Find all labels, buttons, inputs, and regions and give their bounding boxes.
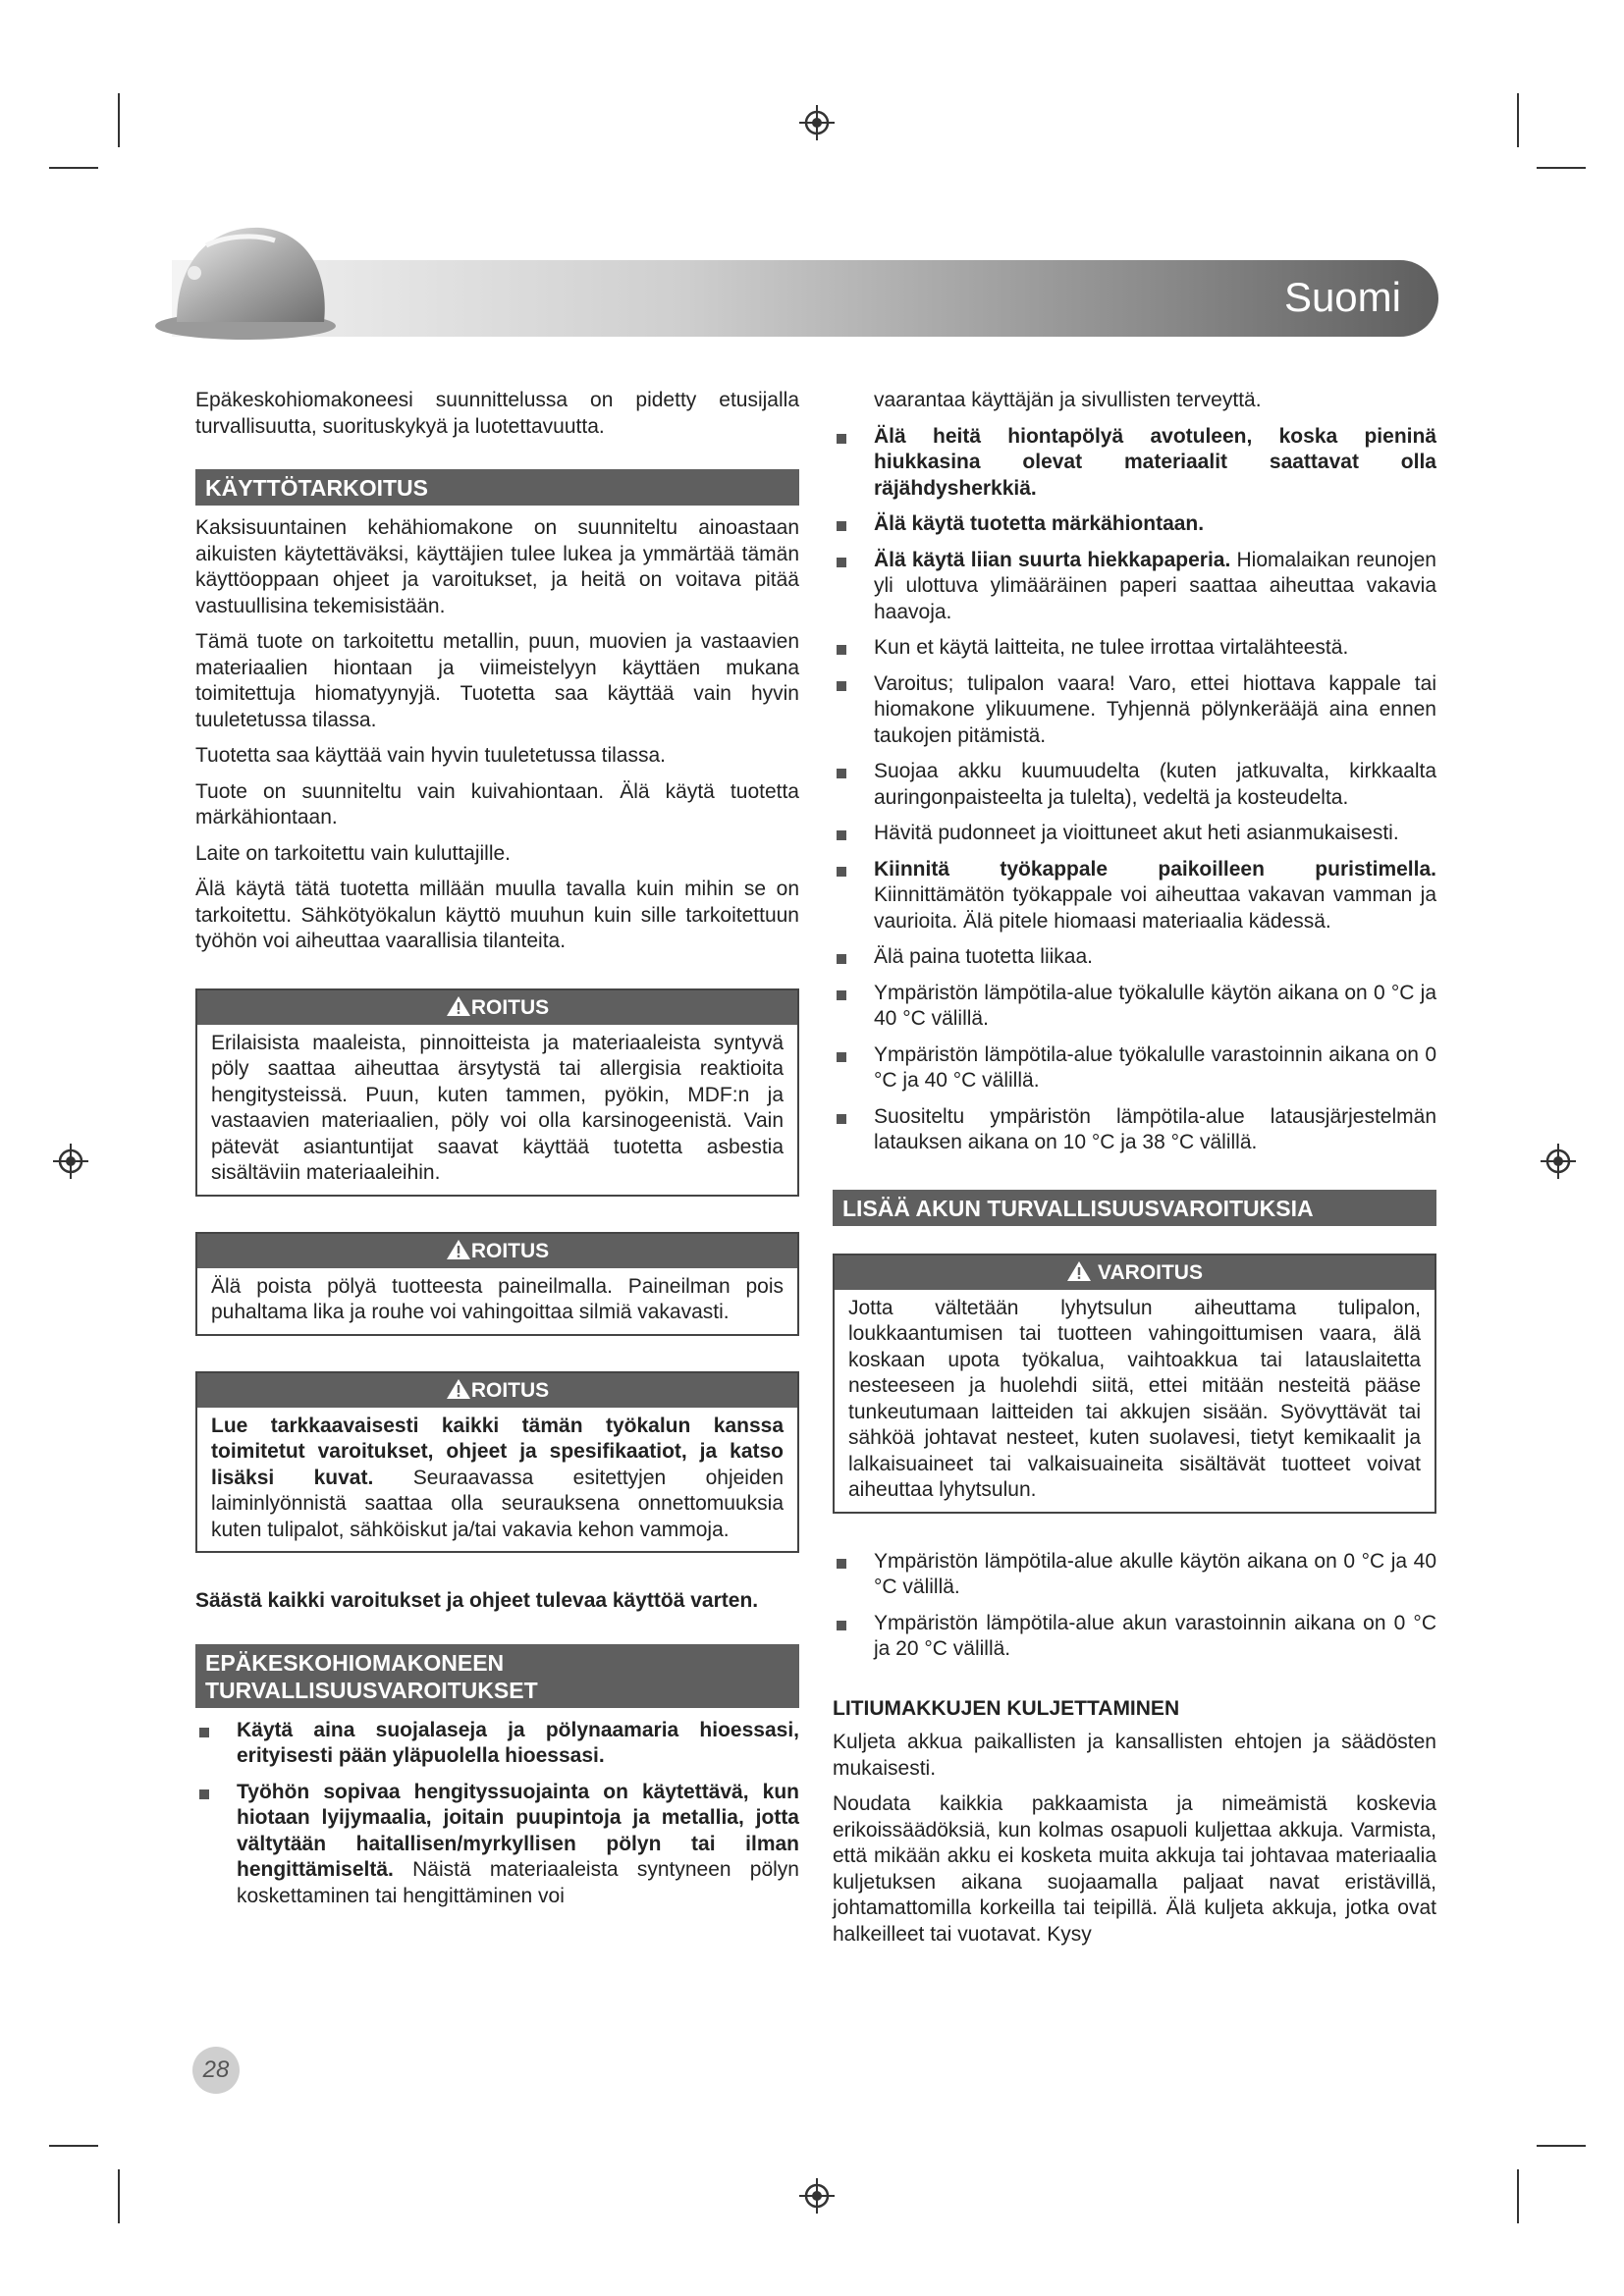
crop-mark — [49, 167, 98, 169]
helmet-icon — [147, 216, 344, 344]
list-item-bold: Älä käytä tuotetta märkähiontaan. — [874, 512, 1205, 535]
paragraph: Älä käytä tätä tuotetta millään muulla tavalla kuin mihin se on tarkoitettu. Sähkötyökalun käyttö muuhun kuin sille tarkoitettuun työhön voi aiheuttaa vaarallisia tilanteita. — [195, 878, 799, 952]
paragraph: Kaksisuuntainen kehähiomakone on suunniteltu ainoastaan aikuisten käytettäväksi, käyttäjien tulee lukea ja ymmärtää tämän käyttöoppaan ohjeet ja varoitukset, ja heitä on voitava pitää vastuullisina tekemisistään. — [195, 516, 799, 617]
bullet-icon — [837, 954, 846, 964]
warning-triangle-icon — [1066, 1260, 1092, 1282]
bullet-icon — [199, 1728, 209, 1737]
continued-paragraph: vaarantaa käyttäjän ja sivullisten terveyttä. — [874, 389, 1262, 411]
list-item — [195, 1718, 799, 1770]
list-item — [833, 1042, 1436, 1095]
list-item — [833, 671, 1436, 750]
bullet-icon — [837, 434, 846, 444]
safety-list — [833, 424, 1436, 1156]
bullet-icon — [837, 1559, 846, 1569]
list-item — [833, 821, 1436, 847]
warning-box — [833, 1254, 1436, 1514]
warning-text — [211, 1414, 784, 1544]
bullet-icon — [837, 1621, 846, 1630]
warning-text-rest: Seuraavassa esitettyjen ohjeiden laiminlyönnistä saattaa olla seurauksena onnettomuuksia kuten tulipalot, sähköiskut ja/tai vakavia kehon vammoja. — [211, 1466, 785, 1541]
right-column — [833, 388, 1436, 1957]
warning-header — [835, 1255, 1435, 1290]
crop-mark — [118, 93, 120, 147]
list-item — [833, 759, 1436, 811]
warning-title: ROITUS — [470, 1378, 550, 1402]
paragraph: Tämä tuote on tarkoitettu metallin, puun, muovien ja vastaavien materiaalien hiontaan ja viimeistelyyn käyttäen mukana toimitettuja hiomatyynyjä. Tuotetta saa käyttää vain hyvin tuuletetussa tilassa. — [195, 630, 799, 731]
list-item-text: Ympäristön lämpötila-alue työkalulle varastoinnin aikana on 0 °C ja 40 °C välillä. — [874, 1042, 1436, 1092]
section-heading-safety-warnings: EPÄKESKOHIOMAKONEEN TURVALLISUUSVAROITUKSET — [195, 1644, 799, 1708]
warning-title: VAROITUS — [1098, 1260, 1203, 1284]
warning-header — [197, 1373, 797, 1408]
registration-mark-icon — [51, 1142, 90, 1181]
crop-mark — [49, 2145, 98, 2147]
warning-triangle-icon — [446, 995, 471, 1017]
warning-box — [195, 988, 799, 1197]
list-item-text: Varoitus; tulipalon vaara! Varo, ettei hiottava kappale tai hiomakone ylikuumene. Tyhjennä pölynkerääjä aina ennen taukojen pitämistä. — [874, 671, 1436, 747]
warning-title: ROITUS — [470, 995, 550, 1019]
warning-text: Älä poista pölyä tuotteesta paineilmalla. Paineilman pois puhaltama lika ja rouhe voi vahingoittaa silmiä vakavasti. — [211, 1274, 784, 1323]
list-item — [833, 511, 1436, 538]
list-item — [195, 1780, 799, 1910]
list-item-text: Näistä materiaaleista syntyneen pölyn koskettaminen tai hengittäminen voi — [237, 1858, 799, 1907]
bullet-icon — [837, 1114, 846, 1124]
crop-mark — [1517, 2169, 1519, 2223]
bullet-icon — [837, 645, 846, 655]
page-number: 28 — [192, 2047, 240, 2094]
registration-mark-icon — [1539, 1142, 1578, 1181]
safety-list — [195, 1718, 799, 1910]
header-band — [172, 260, 1438, 337]
list-item-bold: Kiinnitä työkappale paikoilleen puristimella. — [874, 857, 1436, 881]
list-item-bold: Työhön sopivaa hengityssuojainta on käytettävä, kun hiotaan lyijymaalia, joitain puupintoja ja metallia, jotta vältytään haitallisen/myrkyllisen pölyn tai ilman hengittämiseltä. — [237, 1780, 799, 1881]
list-item — [833, 424, 1436, 503]
save-instructions-note: Säästä kaikki varoitukset ja ohjeet tulevaa käyttöä varten. — [195, 1589, 759, 1612]
list-item — [833, 548, 1436, 626]
crop-mark — [1537, 167, 1586, 169]
bullet-icon — [837, 867, 846, 877]
bullet-icon — [837, 990, 846, 1000]
list-item-bold: Älä heitä hiontapölyä avotuleen, koska pieninä hiukkasina olevat materiaalit saattavat olla räjähdysherkkiä. — [874, 424, 1436, 500]
warning-triangle-icon — [446, 1378, 471, 1400]
subheading-transport: LITIUMAKKUJEN KULJETTAMINEN — [833, 1696, 1180, 1720]
list-item-text: Suojaa akku kuumuudelta (kuten jatkuvalta, kirkkaalta auringonpaisteelta ja tulelta), vedeltä ja kosteudelta. — [874, 760, 1436, 809]
bullet-icon — [837, 521, 846, 531]
intro-paragraph: Epäkeskohiomakoneesi suunnittelussa on pidetty etusijalla turvallisuutta, suorituskykyä ja luotettavuutta. — [195, 389, 799, 438]
crop-mark — [1537, 2145, 1586, 2147]
list-item-bold: Käytä aina suojalaseja ja pölynaamaria hioessasi, erityisesti pään yläpuolella hioessasi. — [237, 1718, 799, 1767]
list-item — [833, 857, 1436, 935]
bullet-icon — [837, 830, 846, 840]
list-item — [833, 1611, 1436, 1663]
section-heading-intended-use: KÄYTTÖTARKOITUS — [195, 469, 799, 506]
warning-text: Jotta vältetään lyhytsulun aiheuttama tulipalon, loukkaantumisen tai tuotteen vahingoittumisen vaara, älä koskaan upota työkalua, vaihtoakkua tai latauslaitetta nesteeseen ja huolehdi siitä, ettei mitään nesteitä pääse tunkeutumaan laitteiden tai akkujen sisään. Syövyttävät tai sähköä johtavat nesteet, kuten suolavesi, tietyt kemikaalit ja lalkaisuaineet tai valkaisuaineita sisältävät tuotteet voivat aiheuttaa lyhytsulun. — [848, 1296, 1421, 1501]
crop-mark — [1517, 93, 1519, 147]
list-item-text: Hiomalaikan reunojen yli ulottuva ylimääräinen paperi saattaa aiheuttaa vakavia haavoja. — [874, 548, 1436, 623]
list-item-text: Hävitä pudonneet ja vioittuneet akut heti asianmukaisesti. — [874, 822, 1399, 844]
crop-mark — [118, 2169, 120, 2223]
list-item-text: Suositeltu ympäristön lämpötila-alue latausjärjestelmän latauksen aikana on 10 °C ja 38 °C välillä. — [874, 1104, 1436, 1153]
paragraph: Noudata kaikkia pakkaamista ja nimeämistä koskevia erikoissäädöksiä, kun kolmas osapuoli kuljettaa akkuja. Varmista, että mikään akku ei kosketa muita akkuja tai johtavaa materiaalia kuljetuksen aikana suojaamalla paljaat navat eristävillä, johtamattomilla korkeilla tai teipillä. Älä kuljeta akkuja, jotka ovat halkeilleet tai vuotavat. Kysy — [833, 1792, 1436, 1946]
battery-temperature-list — [833, 1549, 1436, 1663]
list-item-text: Ympäristön lämpötila-alue akun varastoinnin aikana on 0 °C ja 20 °C välillä. — [874, 1611, 1436, 1660]
warning-title: ROITUS — [470, 1239, 550, 1262]
list-item-bold: Älä käytä liian suurta hiekkapaperia. — [874, 548, 1231, 571]
language-label: Suomi — [1283, 274, 1401, 320]
registration-mark-icon — [797, 2176, 837, 2216]
bullet-icon — [837, 558, 846, 567]
list-item-text: Ympäristön lämpötila-alue työkalulle käytön aikana on 0 °C ja 40 °C välillä. — [874, 981, 1436, 1030]
list-item — [833, 1549, 1436, 1601]
warning-box — [195, 1232, 799, 1336]
left-column — [195, 388, 799, 1919]
bullet-icon — [837, 769, 846, 778]
list-item — [833, 635, 1436, 662]
list-item-text: Kun et käytä laitteita, ne tulee irrottaa virtalähteestä. — [874, 636, 1349, 659]
registration-mark-icon — [797, 103, 837, 142]
warning-text-bold: Lue tarkkaavaisesti kaikki tämän työkalun kanssa toimitetut varoitukset, ohjeet ja spesifikaatiot, ja katso lisäksi kuvat. — [211, 1414, 784, 1489]
paragraph: Kuljeta akkua paikallisten ja kansallisten ehtojen ja säädösten mukaisesti. — [833, 1731, 1436, 1780]
warning-header — [197, 990, 797, 1025]
paragraph: Tuotetta saa käyttää vain hyvin tuuletetussa tilassa. — [195, 744, 666, 767]
list-item-text: Älä paina tuotetta liikaa. — [874, 945, 1093, 968]
bullet-icon — [837, 1052, 846, 1062]
section-heading-battery-warnings: LISÄÄ AKUN TURVALLISUUSVAROITUKSIA — [833, 1190, 1436, 1226]
bullet-icon — [199, 1789, 209, 1799]
paragraph: Tuote on suunniteltu vain kuivahiontaan. Älä käytä tuotetta märkähiontaan. — [195, 779, 799, 828]
warning-box — [195, 1371, 799, 1554]
warning-header — [197, 1234, 797, 1268]
list-item — [833, 944, 1436, 971]
warning-text: Erilaisista maaleista, pinnoitteista ja materiaaleista syntyvä pöly saattaa aiheuttaa ärsytystä tai allergisia reaktioita hengitysteissä. Puun, kuten tammen, pyökin, MDF:n ja vastaavien materiaalien, pöly voi olla karsinogeenistä. Vain pätevät asiantuntijat saavat käyttää tuotetta asbestia sisältäviin materiaaleihin. — [211, 1031, 784, 1184]
list-item-text: Kiinnittämätön työkappale voi aiheuttaa vakavan vamman ja vaurioita. Älä pitele hiomaasi materiaalia kädessä. — [874, 883, 1436, 933]
warning-triangle-icon — [446, 1239, 471, 1260]
list-item — [833, 981, 1436, 1033]
list-item — [833, 1104, 1436, 1156]
bullet-icon — [837, 681, 846, 691]
paragraph: Laite on tarkoitettu vain kuluttajille. — [195, 841, 512, 865]
list-item-text: Ympäristön lämpötila-alue akulle käytön aikana on 0 °C ja 40 °C välillä. — [874, 1549, 1436, 1598]
